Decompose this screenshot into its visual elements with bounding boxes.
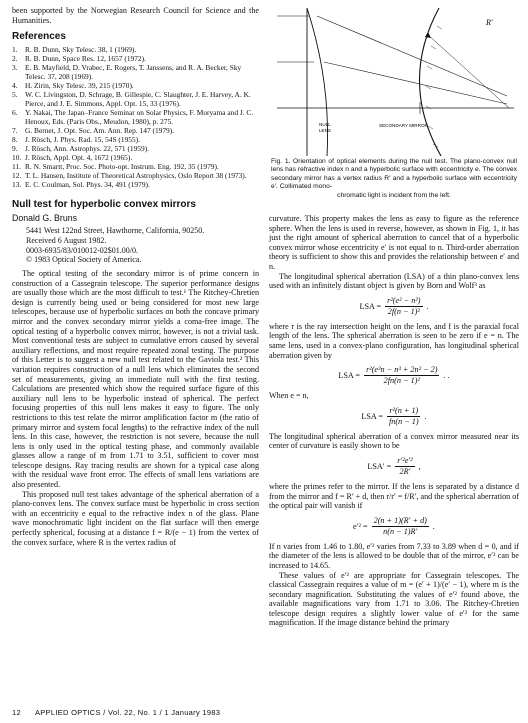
- figure-caption-main: Fig. 1. Orientation of optical elements during the null test. The plano-convex null lens has refractive index n and a hyperbolic surface with eccentricity e. The convex secondary mirror has a vertex radius R′ and a hyperbolic surface with eccentricity e′. Collimated mono-: [271, 158, 517, 191]
- equation-3: [269, 406, 519, 427]
- reference-number: 8.: [12, 135, 18, 145]
- page-footer: [12, 708, 220, 717]
- page-number: 12: [12, 708, 21, 717]
- author-address: [26, 226, 259, 265]
- eq5-fraction: [372, 516, 429, 537]
- radius-line: [427, 34, 509, 108]
- figure-caption-tail: chromatic light is incident from the left.: [337, 191, 451, 199]
- reference-item: [12, 63, 259, 81]
- eq4-numerator: r′²e′²: [397, 455, 413, 465]
- null-lens-convex-surface: [307, 8, 328, 156]
- reference-item: [12, 54, 259, 63]
- reference-number: 4.: [12, 81, 18, 91]
- eq1-denominator: 2f(n − 1)²: [387, 306, 420, 316]
- body-paragraph-d: The longitudinal spherical aberration of a convex mirror measured near its center of curvature is easily shown to be: [269, 431, 519, 451]
- eq5-numerator: 2(n + 1)(R′ + d): [373, 515, 427, 525]
- reference-item: [12, 171, 259, 180]
- body-paragraph-a: curvature. This property makes the lens as easy to figure as the reference sphere. When the lens is used in reverse, however, as shown in Fig. 1, it has just the right amount of spherical aberration to cancel that of a hyperbolic convex mirror whose eccentricity e′ is not equal to n. Third-order aberration theory is sufficient to show this and provides the relationship between e′ and n.: [269, 214, 519, 271]
- reference-item: [12, 180, 259, 189]
- secondary-mirror: [419, 8, 441, 156]
- label-null-lens-2: LENS: [319, 128, 332, 133]
- reference-text: H. Zirin, Sky Telesc. 39, 215 (1970).: [25, 81, 134, 91]
- reference-item: [12, 45, 259, 54]
- eq4-tail: ,: [418, 461, 421, 471]
- eq1-tail: .: [426, 301, 429, 311]
- copyright-line: © 1983 Optical Society of America.: [26, 255, 142, 265]
- equation-2: [269, 365, 519, 386]
- reference-number: 13.: [12, 180, 22, 190]
- figure-caption: [271, 158, 517, 200]
- refracted-ray-mid: [324, 62, 507, 104]
- intro-tail-paragraph: been supported by the Norwegian Research Council for Science and the Humanities.: [12, 6, 259, 25]
- body-paragraph-b: The longitudinal spherical aberration (LSA) of a thin plano-convex lens used with an infinitely distant object is given by Born and Wolf³ as: [269, 271, 519, 291]
- reference-item: [12, 162, 259, 171]
- body-paragraph-g: These values of e′² are appropriate for Cassegrain telescopes. The classical Cassegrain requires a value of m = (e′ + 1)/(e′ − 1), where m is the secondary magnification. Substituting the values of e′² found above, the available magnifications vary from 1.71 to 3.06. The Ritchey-Chretien telescope design requires a slightly lower value of e′² for the same magnification. If the image distance behind the primary: [269, 570, 519, 628]
- eq2-numerator: r²(e²n − n³ + 2n² − 2): [366, 365, 438, 375]
- reference-number: 3.: [12, 63, 18, 73]
- reference-number: 11.: [12, 162, 21, 172]
- reference-text: J. Rösch, J. Phys. Rad. 15, 54S (1955).: [25, 135, 140, 145]
- reference-item: [12, 90, 259, 108]
- eq4-fraction: [395, 456, 414, 477]
- article-title: Null test for hyperbolic convex mirrors: [12, 199, 196, 211]
- equation-4: [269, 456, 519, 477]
- left-column: [12, 6, 259, 547]
- refracted-ray-top: [317, 16, 507, 96]
- body-paragraph-e: where the primes refer to the mirror. If the lens is separated by a distance d from the mirror and f = R′ + d, then r/r′ = f/R′, and the spherical aberration of the optical pair will vanish if: [269, 481, 519, 511]
- reference-item: [12, 135, 259, 144]
- reference-text: W. C. Livingston, D. Schrage, B. Gillespie, C. Slaughter, J. E. Harvey, A. K. Pierce, and J. E. Simmons, Appl. Opt. 15, 33 (1976).: [25, 90, 251, 109]
- label-r-prime: R′: [486, 18, 493, 27]
- eq3-numerator: r²(n + 1): [389, 405, 419, 415]
- eq5-tail: .: [432, 521, 435, 531]
- eq3-fraction: [387, 406, 421, 427]
- reference-number: 2.: [12, 54, 18, 64]
- reference-item: [12, 153, 259, 162]
- reference-item: [12, 126, 259, 135]
- reference-text: R. B. Dunn, Space Res. 12, 1657 (1972).: [25, 54, 146, 64]
- right-column: [269, 6, 519, 628]
- figure-1: [269, 6, 519, 156]
- address-line: 5441 West 122nd Street, Hawthorne, California, 90250.: [26, 226, 205, 236]
- reference-text: J. Rösch, Ann. Astrophys. 22, 571 (1959).: [25, 144, 150, 154]
- author-name: Donald G. Bruns: [12, 213, 78, 224]
- eq3-denominator: fn(n − 1): [389, 416, 419, 426]
- reference-text: T. L. Hansen, Institute of Theoretical Astrophysics, Oslo Report 38 (1973).: [25, 171, 247, 181]
- eq2-fraction: [364, 365, 439, 386]
- reference-number: 10.: [12, 153, 22, 163]
- eq2-tail: . .: [443, 371, 450, 381]
- reference-number: 1.: [12, 45, 18, 55]
- reference-number: 7.: [12, 126, 18, 136]
- body-paragraph-f: If n varies from 1.46 to 1.80, e′² varies from 7.33 to 3.89 when d = 0, and if the diameter of the lens is allowed to be double that of the mirror, e′² can be increased to 14.65.: [269, 541, 519, 570]
- reference-item: [12, 108, 259, 126]
- reference-text: E. C. Coulman, Sol. Phys. 34, 491 (1979).: [25, 180, 150, 190]
- label-secondary-mirror: SECONDARY MIRROR: [379, 123, 428, 128]
- eq3-tail: .: [424, 411, 427, 421]
- equation-1: [269, 296, 519, 317]
- reference-item: [12, 81, 259, 90]
- reference-text: Y. Nakai, The Japan–France Seminar on Solar Physics, F. Moryama and J. C. Henoux, Eds. (Paris Obs., Meudon, 1980), p. 275.: [25, 108, 254, 127]
- references-list: [12, 45, 259, 189]
- reference-text: G. Bernet, J. Opt. Soc. Am. Ann. Rep. 147 (1979).: [25, 126, 175, 136]
- references-heading: References: [12, 31, 66, 43]
- eq3-lhs: LSA =: [361, 411, 383, 421]
- body-paragraph-2: This proposed null test takes advantage of the spherical aberration of a plano-convex lens. The convex surface must be hyperbolic in cross section with an eccentricity e equal to the refractive index n of the glass. Plane wave monochromatic light incident on the flat surface will then emerge perfectly spherical, focusing at a distance f = R/(e − 1) from the vertex of the convex surface, where R is the vertex radius of: [12, 489, 259, 547]
- eq2-denominator: 2fn(n − 1)²: [383, 376, 420, 386]
- eq1-fraction: [385, 296, 422, 317]
- when-line: When e = n,: [269, 391, 309, 401]
- reference-number: 12.: [12, 171, 22, 181]
- eq5-denominator: n(n − 1)R′: [383, 526, 418, 536]
- eq1-lhs: LSA =: [359, 301, 382, 311]
- equation-5: [269, 516, 519, 537]
- eq4-denominator: 2R′: [399, 466, 411, 476]
- reference-number: 5.: [12, 90, 18, 100]
- reference-number: 6.: [12, 108, 18, 118]
- body-paragraph-1: The optical testing of the secondary mirror is of prime concern in construction of a Cassegrain telescope. The superior performance designs are usually those which are the most difficult to test.¹ The Ritchey-Chretien design is currently being used or being considered for most new large telescopes, because use of hyperbolic surfaces on both the concave primary mirror and the convex secondary mirror yields a coma-free image. The optical testing of a hyperbolic convex mirror, however, is not a trivial task. Most conventional tests are subject to cumulative errors caused by several auxiliary reflections, and most require repeated zonal testing. The purpose of this Letter is to suggest a new null test related to the Gaviola test.² This variation requires construction of a null lens which eliminates the second set of measurements, giving an immediate null with the first testing. Calculations are presented which show the required surface figure of this auxiliary null lens to be hyperbolic instead of spherical. The perfect focusing properties of this null lens makes it easy to figure. The only restrictions to this test relate the mirror amplification factor m (the ratio of primary mirror and system focal lengths) to the refractive index of the null lens. In this case, however, the restriction is not severe, because the null lens is only used in the optical testing phase, and commonly available glasses allow a range of m from 1.71 to 3.51, sufficient to cover most telescope designs. Ray tracing results are shown for a typical case along with the residual wave front error. The effects of small lens variations are also presented.: [12, 269, 259, 490]
- reference-number: 9.: [12, 144, 18, 154]
- optical-diagram: [269, 6, 519, 156]
- reference-text: E. B. Mayfield, D. Vrabec, E. Rogers, T. Janssens, and R. A. Becker, Sky Telesc. 37, 208 (1969).: [25, 63, 242, 82]
- label-null-lens-1: NULL: [319, 122, 331, 127]
- received-line: Received 6 August 1982.: [26, 235, 107, 245]
- eq4-lhs: LSA′ =: [367, 461, 392, 471]
- reference-text: R. B. Dunn, Sky Telesc. 38, 1 (1969).: [25, 45, 137, 55]
- reference-item: [12, 144, 259, 153]
- reference-text: J. Rösch, Appl. Opt. 4, 1672 (1965).: [25, 153, 133, 163]
- body-paragraph-c: where r is the ray intersection height on the lens, and f is the paraxial focal length of the lens. The spherical aberration is seen to be zero if e = n. The same lens, used in a convex-plano configuration, has longitudinal spherical aberration given by: [269, 321, 519, 360]
- code-line: 0003-6935/83/010012-02$01.00/0.: [26, 245, 138, 255]
- journal-citation: APPLIED OPTICS / Vol. 22, No. 1 / 1 January 1983: [34, 708, 221, 717]
- eq2-lhs: LSA =: [338, 371, 361, 381]
- eq5-lhs: e′² =: [353, 521, 368, 531]
- eq1-numerator: r²(e² − n²): [387, 295, 421, 305]
- reference-text: R. N. Smartt, Proc. Soc. Photo-opt. Instrum. Eng. 192, 35 (1979).: [25, 162, 219, 172]
